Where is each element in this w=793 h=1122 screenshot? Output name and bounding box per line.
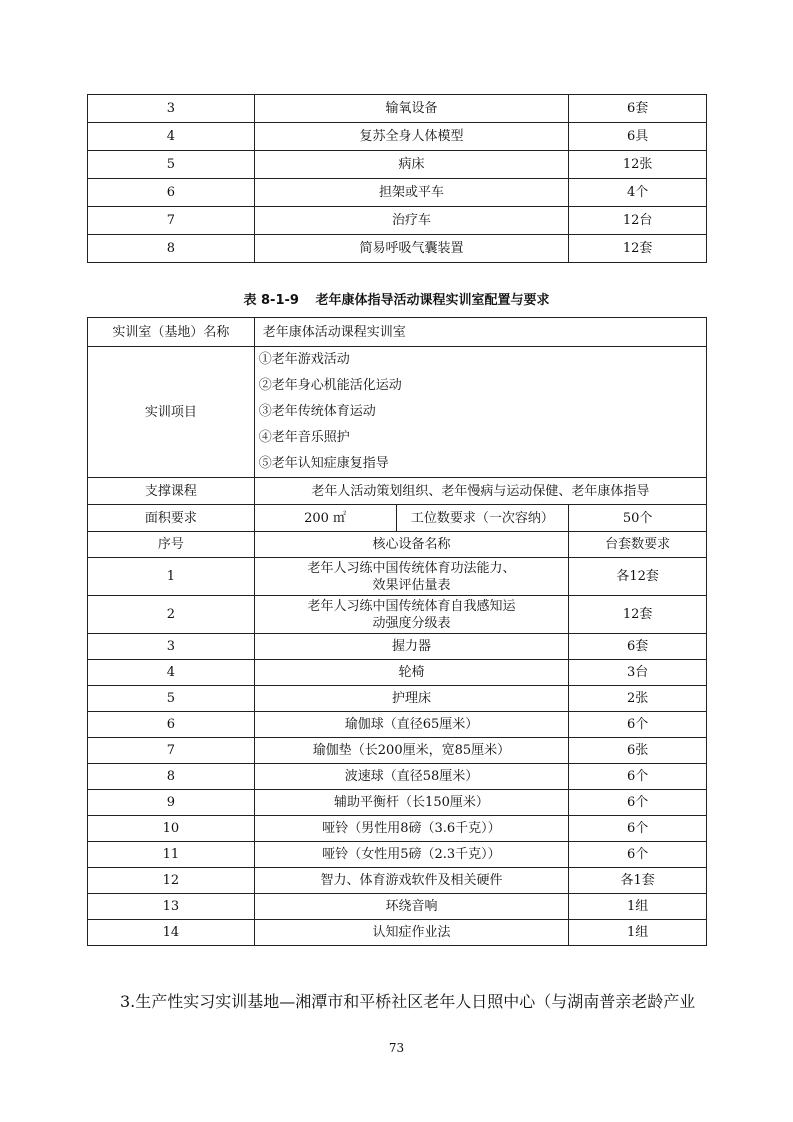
cell-equipment: 认知症作业法: [254, 920, 569, 946]
table-row: [88, 596, 707, 634]
courses-value: 老年人活动策划组织、老年慢病与运动保健、老年康体指导: [254, 478, 706, 505]
cell-qty: 各12套: [569, 558, 707, 596]
table-row: [88, 95, 707, 123]
cell-no: 8: [88, 764, 255, 790]
cell-qty: 4个: [569, 179, 707, 207]
cell-no: 7: [88, 738, 255, 764]
cell-no: 5: [88, 686, 255, 712]
cell-name: 治疗车: [254, 207, 568, 235]
cell-qty: 6个: [569, 712, 707, 738]
workstation-value: 50个: [569, 505, 707, 532]
table-row: [88, 842, 707, 868]
page-number: 73: [388, 1041, 405, 1055]
cell-equipment: 辅助平衡杆（长150厘米）: [254, 790, 569, 816]
cell-no: 4: [88, 660, 255, 686]
area-value: 200 ㎡: [254, 505, 396, 532]
cell-qty: 12张: [569, 151, 707, 179]
cell-name: 输氧设备: [254, 95, 568, 123]
projects-label: 实训项目: [88, 347, 255, 478]
cell-no: 11: [88, 842, 255, 868]
cell-no: 3: [88, 634, 255, 660]
table-row: [88, 764, 707, 790]
cell-no: 10: [88, 816, 255, 842]
training-room-table: [87, 317, 707, 946]
cell-qty: 1组: [569, 920, 707, 946]
cell-name: 担架或平车: [254, 179, 568, 207]
courses-label: 支撑课程: [88, 478, 255, 505]
col-header-qty: 台套数要求: [569, 532, 707, 558]
table-row: [88, 894, 707, 920]
cell-no: 1: [88, 558, 255, 596]
cell-name: 复苏全身人体模型: [254, 123, 568, 151]
cell-equipment: 哑铃（男性用8磅（3.6千克））: [254, 816, 569, 842]
table-row: [88, 558, 707, 596]
cell-no: 9: [88, 790, 255, 816]
table-row: [88, 660, 707, 686]
room-label: 实训室（基地）名称: [88, 318, 255, 347]
equipment-table-continued: [87, 94, 707, 263]
cell-no: 14: [88, 920, 255, 946]
project-item: ②老年身心机能活化运动: [258, 378, 402, 393]
table-row: [88, 634, 707, 660]
cell-equipment: 瑜伽垫（长200厘米，宽85厘米）: [254, 738, 569, 764]
cell-no: 5: [88, 151, 255, 179]
body-paragraph: 3.生产性实习实训基地—湘潭市和平桥社区老年人日照中心（与湖南普亲老龄产业: [120, 992, 696, 1011]
cell-no: 2: [88, 596, 255, 634]
cell-qty: 6套: [569, 95, 707, 123]
cell-qty: 6个: [569, 842, 707, 868]
room-value: 老年康体活动课程实训室: [254, 318, 706, 347]
cell-qty: 12套: [569, 235, 707, 263]
cell-equipment: 哑铃（女性用5磅（2.3千克））: [254, 842, 569, 868]
cell-equipment: 老年人习练中国传统体育自我感知运动强度分级表: [254, 596, 569, 634]
cell-equipment: 环绕音响: [254, 894, 569, 920]
cell-qty: 6个: [569, 764, 707, 790]
col-header-equipment: 核心设备名称: [254, 532, 569, 558]
project-item: ①老年游戏活动: [258, 352, 350, 367]
col-header-no: 序号: [88, 532, 255, 558]
table-number: 表 8-1-9: [243, 293, 299, 308]
cell-name: 简易呼吸气囊装置: [254, 235, 568, 263]
cell-qty: 6个: [569, 816, 707, 842]
cell-qty: 12套: [569, 596, 707, 634]
projects-cell: [254, 347, 706, 478]
table-row: [88, 738, 707, 764]
cell-equipment: 护理床: [254, 686, 569, 712]
cell-no: 6: [88, 712, 255, 738]
cell-qty: 1组: [569, 894, 707, 920]
table-row: [88, 235, 707, 263]
cell-qty: 6具: [569, 123, 707, 151]
project-item: ③老年传统体育运动: [258, 404, 376, 419]
table-row: [88, 686, 707, 712]
table-row: [88, 790, 707, 816]
cell-equipment: 轮椅: [254, 660, 569, 686]
cell-no: 12: [88, 868, 255, 894]
table-row: [88, 816, 707, 842]
cell-no: 6: [88, 179, 255, 207]
cell-qty: 6张: [569, 738, 707, 764]
cell-equipment: 瑜伽球（直径65厘米）: [254, 712, 569, 738]
table-title: 老年康体指导活动课程实训室配置与要求: [315, 293, 550, 308]
table-row: [88, 920, 707, 946]
cell-no: 4: [88, 123, 255, 151]
project-item: ⑤老年认知症康复指导: [258, 456, 389, 471]
cell-no: 3: [88, 95, 255, 123]
cell-qty: 3台: [569, 660, 707, 686]
table-row: [88, 207, 707, 235]
table-caption: [0, 289, 793, 308]
project-item: ④老年音乐照护: [258, 430, 350, 445]
cell-no: 13: [88, 894, 255, 920]
cell-equipment: 波速球（直径58厘米）: [254, 764, 569, 790]
cell-equipment: 智力、体育游戏软件及相关硬件: [254, 868, 569, 894]
cell-no: 7: [88, 207, 255, 235]
cell-qty: 12台: [569, 207, 707, 235]
cell-qty: 各1套: [569, 868, 707, 894]
table-row: [88, 868, 707, 894]
cell-qty: 6套: [569, 634, 707, 660]
area-label: 面积要求: [88, 505, 255, 532]
workstation-label: 工位数要求（一次容纳）: [396, 505, 569, 532]
cell-name: 病床: [254, 151, 568, 179]
cell-qty: 2张: [569, 686, 707, 712]
table-row: [88, 123, 707, 151]
table-row: [88, 712, 707, 738]
cell-qty: 6个: [569, 790, 707, 816]
cell-equipment: 老年人习练中国传统体育功法能力、效果评估量表: [254, 558, 569, 596]
table-row: [88, 151, 707, 179]
cell-no: 8: [88, 235, 255, 263]
table-row: [88, 179, 707, 207]
cell-equipment: 握力器: [254, 634, 569, 660]
